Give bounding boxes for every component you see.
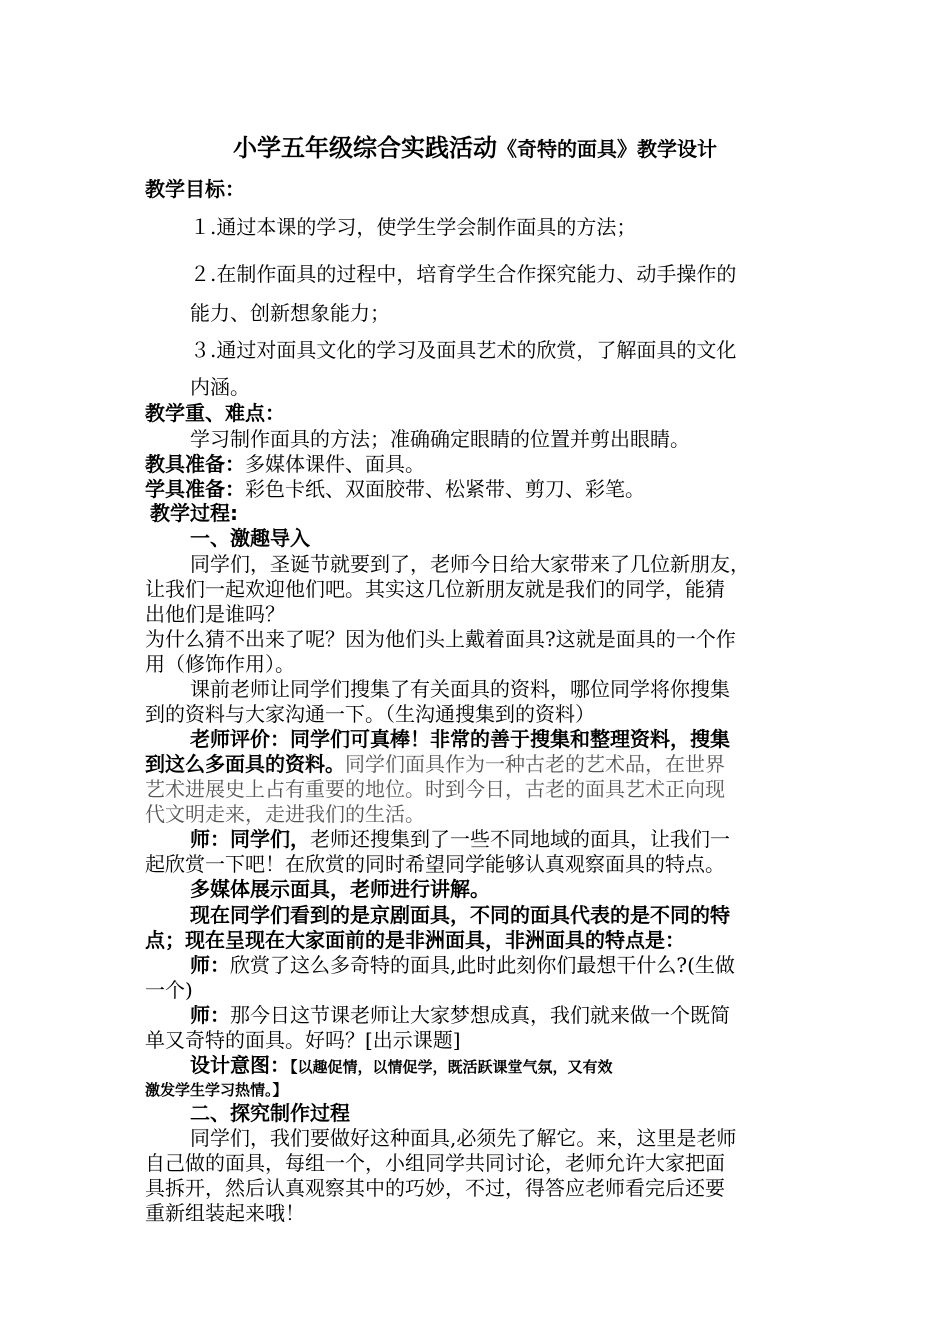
p9-line1-text: 那今日这节课老师让大家梦想成真，我们就来做一个既简 [230, 1003, 730, 1027]
objective-3b: 内涵。 [190, 375, 250, 399]
p7-line1: 现在同学们看到的是京剧面具，不同的面具代表的是不同的特 [190, 903, 730, 927]
p9-line1 [190, 1002, 730, 1028]
title-main: 小学五年级综合实践活动 [233, 134, 497, 162]
student-prep [145, 476, 645, 502]
design-intent-line2: 激发学生学习热情。】 [145, 1081, 288, 1099]
p5-speaker: 师：同学们， [190, 827, 310, 851]
p1-line2: 让我们一起欢迎他们吧。其实这几位新朋友就是我们的同学，能猜 [145, 577, 725, 601]
p8-line1-text: 欣赏了这么多奇特的面具,此时此刻你们最想干什么?(生做 [230, 953, 735, 977]
section2-heading: 二、探究制作过程 [190, 1101, 350, 1125]
keypoints-heading: 教学重、难点： [145, 401, 285, 425]
p4-line1: 老师评价：同学们可真棒！非常的善于搜集和整理资料，搜集 [190, 727, 730, 751]
p8-speaker: 师： [190, 953, 230, 977]
p4-line4: 代文明走来，走进我们的生活。 [145, 802, 425, 826]
p5-line1 [190, 826, 730, 852]
process-heading: 教学过程: [150, 501, 238, 525]
title-sub: 《奇特的面具》教学设计 [497, 137, 717, 161]
p4-line3: 艺术进展史上占有重要的地位。时到今日，古老的面具艺术正向现 [145, 777, 725, 801]
design-intent-label: 设计意图： [190, 1053, 290, 1077]
p1-line1: 同学们，圣诞节就要到了，老师今日给大家带来了几位新朋友， [190, 552, 750, 576]
p9-speaker: 师： [190, 1003, 230, 1027]
student-prep-text: 彩色卡纸、双面胶带、松紧带、剪刀、彩笔。 [245, 477, 645, 501]
p9-line2: 单又奇特的面具。好吗？[出示课题] [145, 1028, 461, 1052]
p4-line2-bold: 到这么多面具的资料。 [145, 752, 345, 776]
design-intent-text1: 【以趣促情，以情促学，既活跃课堂气氛，又有效 [290, 1058, 613, 1076]
p5-line1-text: 老师还搜集到了一些不同地域的面具，让我们一 [310, 827, 730, 851]
p4-line2 [145, 751, 725, 777]
p6-line: 多媒体展示面具，老师进行讲解。 [190, 877, 490, 901]
teacher-prep-text: 多媒体课件、面具。 [245, 452, 425, 476]
student-prep-label: 学具准备： [145, 477, 245, 501]
p2-line1: 为什么猜不出来了呢？因为他们头上戴着面具?这就是面具的一个作 [145, 627, 736, 651]
teacher-prep [145, 451, 425, 477]
objective-2b: 能力、创新想象能力； [190, 301, 390, 325]
objective-1: １.通过本课的学习，使学生学会制作面具的方法； [190, 215, 637, 239]
p8-line1 [190, 952, 735, 978]
q1-line3: 具拆开，然后认真观察其中的巧妙，不过，得答应老师看完后还要 [145, 1176, 725, 1200]
objectives-heading: 教学目标： [145, 177, 245, 201]
q1-line1: 同学们，我们要做好这种面具,必须先了解它。来，这里是老师 [190, 1126, 737, 1150]
document-title [0, 133, 950, 164]
p2-line2: 用（修饰作用）。 [145, 652, 295, 676]
p7-line2: 点；现在呈现在大家面前的是非洲面具，非洲面具的特点是： [145, 928, 685, 952]
q1-line2: 自己做的面具，每组一个，小组同学共同讨论，老师允许大家把面 [145, 1151, 725, 1175]
design-intent-line1 [190, 1052, 613, 1080]
section1-heading: 一、激趣导入 [190, 526, 310, 550]
p8-line2: 一个) [145, 978, 193, 1002]
p1-line3: 出他们是谁吗？ [145, 602, 285, 626]
q1-line4: 重新组装起来哦！ [145, 1201, 305, 1225]
keypoints-text: 学习制作面具的方法；准确确定眼睛的位置并剪出眼睛。 [190, 427, 690, 451]
p3-line1: 课前老师让同学们搜集了有关面具的资料，哪位同学将你搜集 [190, 677, 730, 701]
teacher-prep-label: 教具准备： [145, 452, 245, 476]
p4-line2-gray: 同学们面具作为一种古老的艺术品，在世界 [345, 752, 725, 776]
objective-3a: ３.通过对面具文化的学习及面具艺术的欣赏，了解面具的文化 [190, 338, 737, 362]
objective-2a: ２.在制作面具的过程中，培育学生合作探究能力、动手操作的 [190, 262, 737, 286]
p5-line2: 起欣赏一下吧！在欣赏的同时希望同学能够认真观察面具的特点。 [145, 852, 725, 876]
p3-line2: 到的资料与大家沟通一下。（生沟通搜集到的资料） [145, 702, 595, 726]
